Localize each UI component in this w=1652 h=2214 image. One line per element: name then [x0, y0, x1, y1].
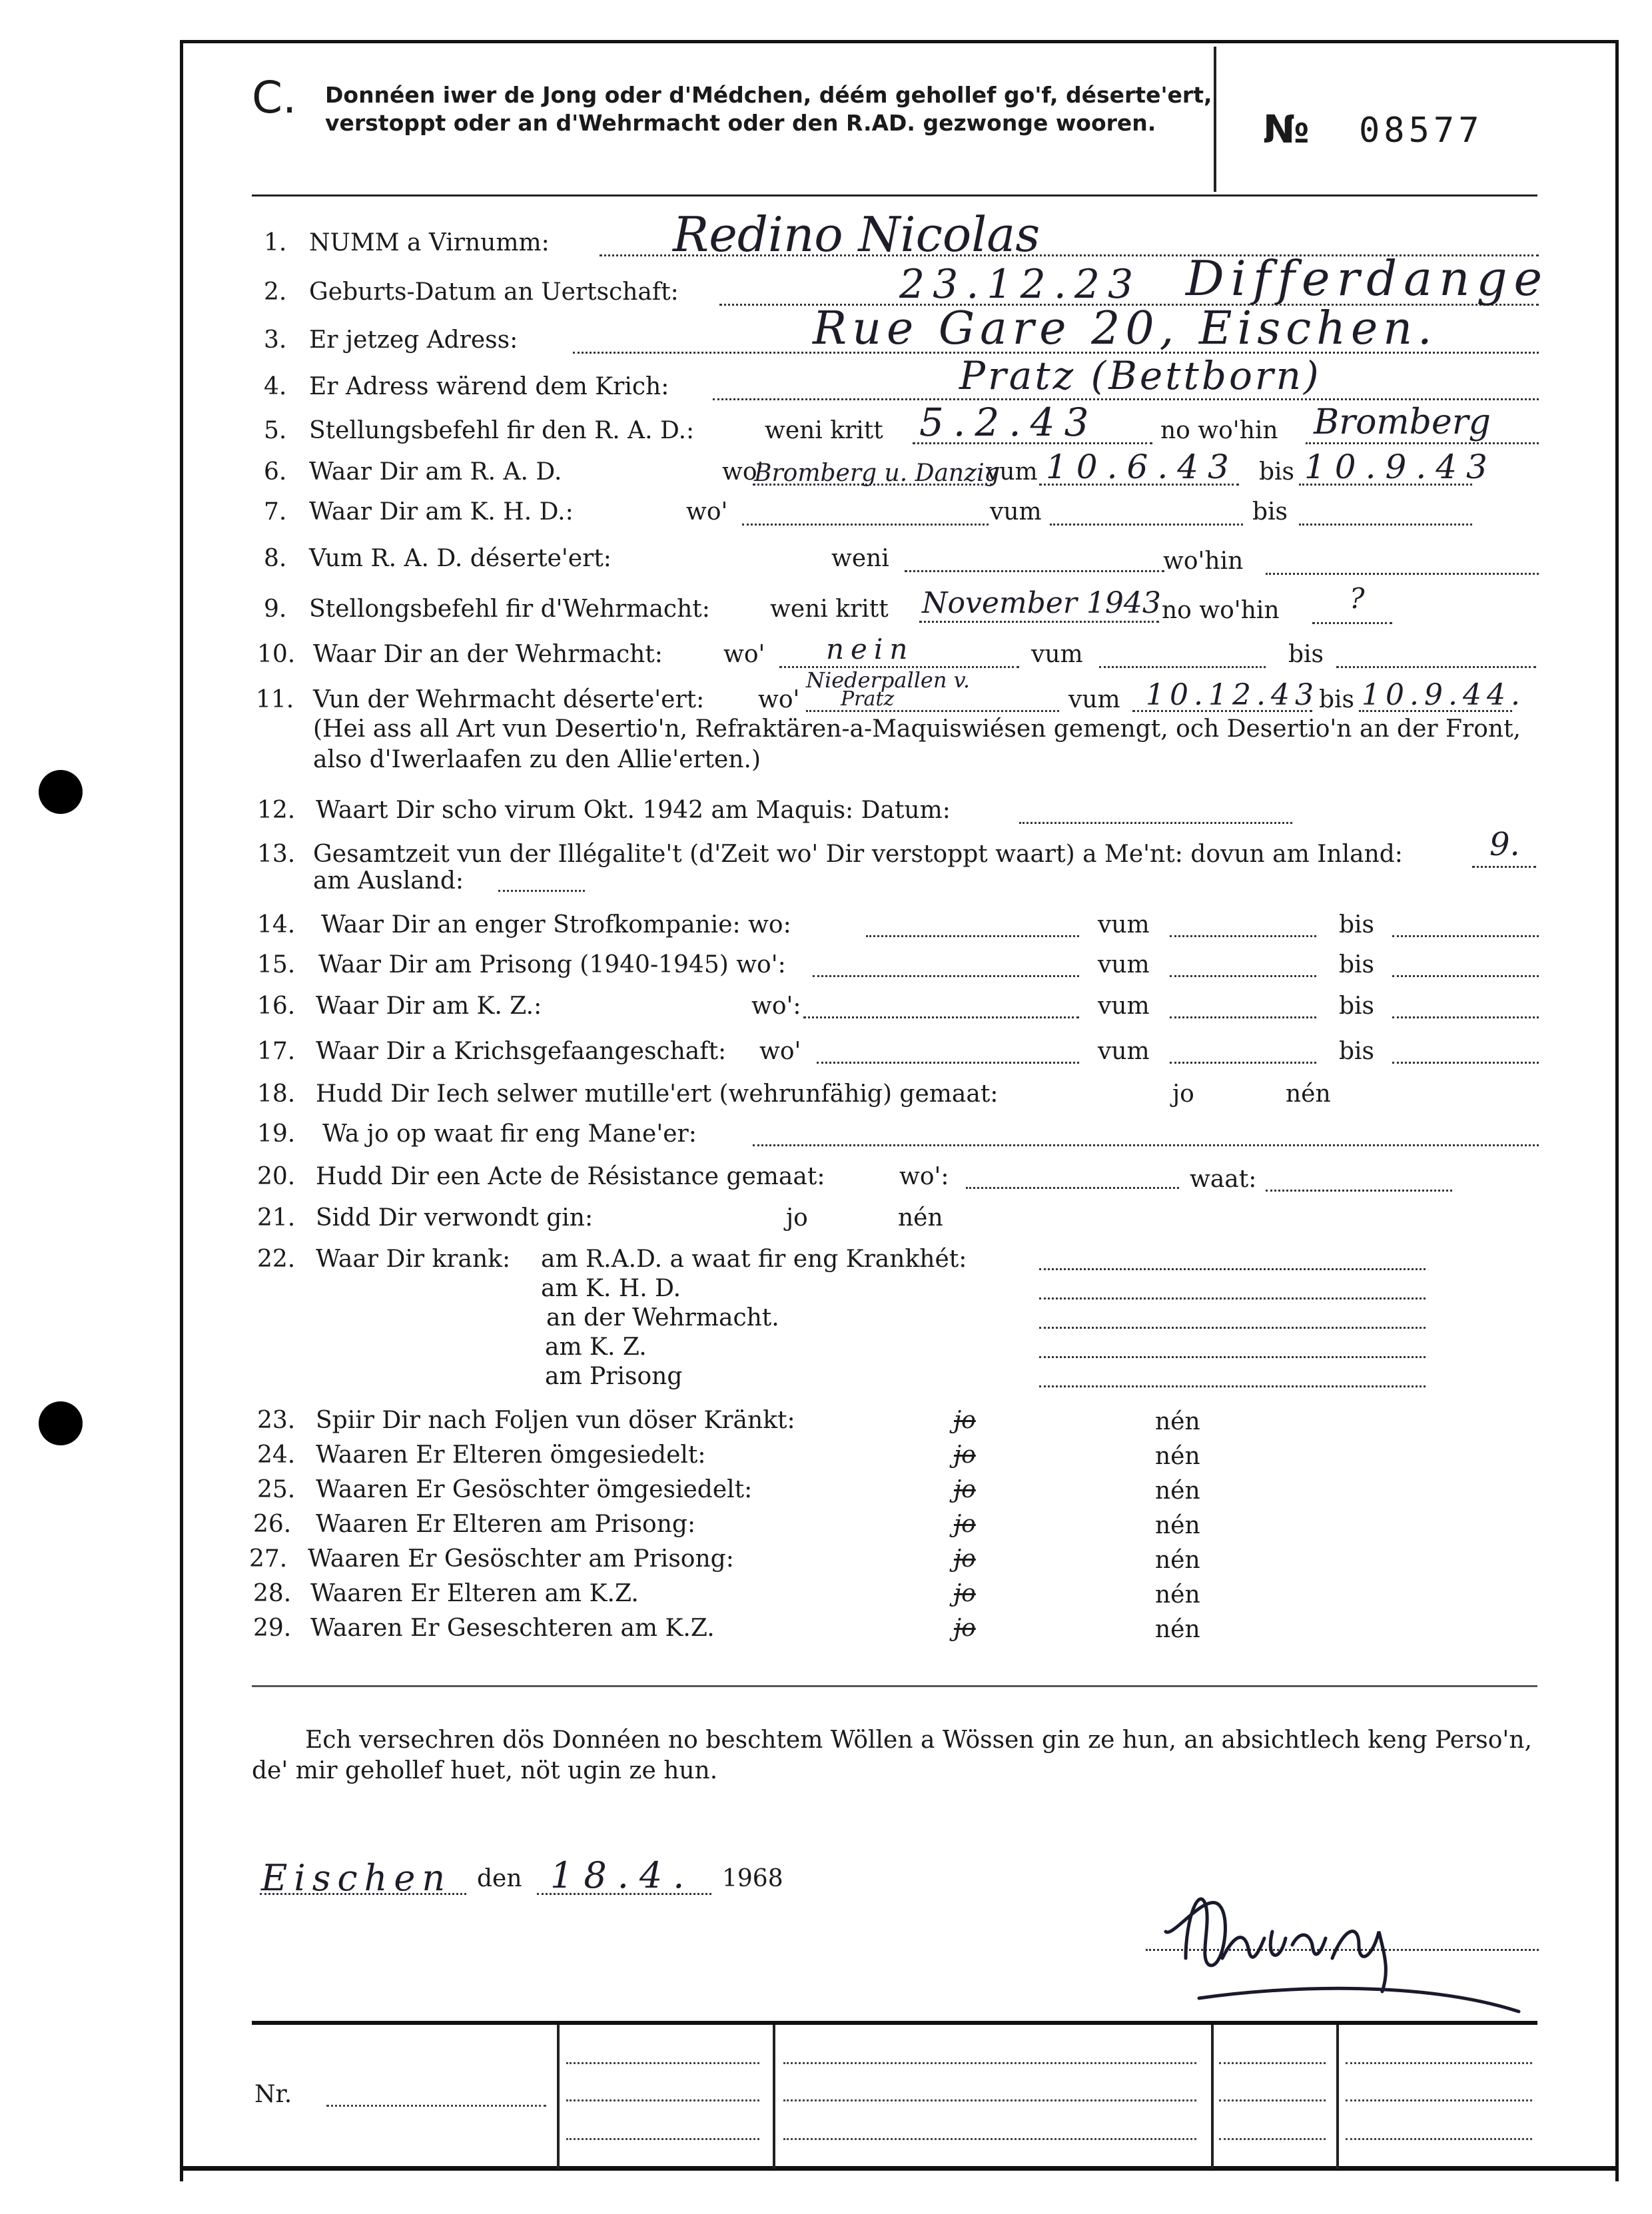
- row-14-line-a: [866, 935, 1079, 937]
- row-13-line-a: [1472, 866, 1536, 868]
- signature: [1159, 1858, 1559, 2025]
- footer-c4-l1: [1346, 2062, 1532, 2064]
- row-13-line-b: [498, 890, 585, 892]
- row-10-num: 10.: [257, 641, 296, 668]
- row-24-num: 24.: [257, 1441, 296, 1469]
- row-13-num: 13.: [257, 841, 296, 868]
- number-symbol: №: [1263, 107, 1310, 152]
- row-27-jo[interactable]: jo: [954, 1545, 976, 1573]
- row-9-place-value[interactable]: ?: [1350, 582, 1365, 615]
- row-15-num: 15.: [257, 951, 296, 978]
- footer-c1-l1: [566, 2062, 759, 2064]
- row-2-num: 2.: [264, 278, 287, 306]
- row-18-label: Hudd Dir Iech selwer mutille'ert (wehrunfähig) gemaat:: [316, 1080, 999, 1108]
- row-17-wo: wo': [759, 1038, 801, 1065]
- row-21-jo[interactable]: jo: [786, 1204, 808, 1232]
- row-5-nowohin: no wo'hin: [1160, 417, 1278, 444]
- row-28-num: 28.: [253, 1580, 292, 1607]
- row-8-wohin: wo'hin: [1163, 548, 1244, 575]
- row-9-weni: weni kritt: [770, 595, 889, 623]
- footer-c1-l2: [566, 2099, 759, 2101]
- row-17-vum: vum: [1098, 1038, 1150, 1065]
- row-22-sub-2: an der Wehrmacht.: [546, 1304, 779, 1331]
- row-28-nen[interactable]: nén: [1155, 1581, 1200, 1609]
- row-14-num: 14.: [257, 911, 296, 938]
- footer-divider-4: [1336, 2025, 1339, 2169]
- signature-date[interactable]: 18.4.: [550, 1854, 695, 1896]
- row-12-label: Waart Dir scho virum Okt. 1942 am Maquis: Datum:: [316, 797, 951, 824]
- row-20-line-b: [1266, 1190, 1452, 1192]
- row-14-label: Waar Dir an enger Strofkompanie: wo:: [321, 911, 791, 938]
- row-20-wo: wo':: [899, 1163, 949, 1190]
- row-6-place-value[interactable]: Bromberg u. Danzig: [754, 460, 1000, 487]
- row-7-label: Waar Dir am K. H. D.:: [309, 498, 574, 526]
- row-2-label: Geburts-Datum an Uertschaft:: [309, 278, 679, 306]
- row-22-line-2: [1039, 1327, 1426, 1329]
- row-28-jo[interactable]: jo: [954, 1580, 976, 1607]
- footer-c4-l2: [1346, 2099, 1532, 2101]
- footer-c3-l1: [1219, 2062, 1326, 2064]
- punch-hole-top: [39, 770, 83, 814]
- row-9-nowohin: no wo'hin: [1162, 597, 1280, 624]
- row-11-vum: vum: [1068, 686, 1120, 713]
- row-14-vum: vum: [1098, 911, 1150, 938]
- footer-nr-line: [326, 2105, 546, 2107]
- row-25-jo[interactable]: jo: [954, 1476, 976, 1503]
- row-11-note: (Hei ass all Art vun Desertio'n, Refraktären-a-Maquiswiésen gemengt, och Desertio'n an der Front, also d'Iwerlaafen zu den Allie'erten.): [313, 715, 1521, 773]
- row-21-nen[interactable]: nén: [898, 1204, 943, 1232]
- place-line: [260, 1893, 466, 1895]
- signature-place[interactable]: Eischen: [261, 1857, 452, 1899]
- row-10-label: Waar Dir an der Wehrmacht:: [313, 641, 663, 668]
- row-16-label: Waar Dir am K. Z.:: [316, 992, 542, 1020]
- row-22-sub-3: am K. Z.: [545, 1333, 647, 1361]
- row-13-ausland-label: am Ausland:: [313, 867, 464, 895]
- row-22-sub-1: am K. H. D.: [541, 1275, 681, 1302]
- row-11-place-top-value[interactable]: Niederpallen v.: [806, 667, 971, 693]
- row-24-jo[interactable]: jo: [954, 1441, 976, 1469]
- row-15-label: Waar Dir am Prisong (1940-1945) wo':: [318, 951, 786, 978]
- row-10-line-c: [1336, 666, 1536, 668]
- row-11-from-value[interactable]: 10.12.43: [1146, 678, 1319, 712]
- row-18-nen[interactable]: nén: [1286, 1080, 1331, 1108]
- row-25-label: Waaren Er Gesöschter ömgesiedelt:: [316, 1476, 753, 1503]
- row-25-num: 25.: [257, 1476, 296, 1503]
- section-letter: C.: [252, 72, 297, 123]
- row-16-line-c: [1392, 1016, 1539, 1018]
- row-8-line-b: [1266, 573, 1539, 575]
- row-28-label: Waaren Er Elteren am K.Z.: [310, 1580, 639, 1607]
- row-17-line-a: [817, 1062, 1079, 1064]
- row-5-line-b: [1306, 442, 1539, 444]
- section-title: Donnéen iwer de Jong oder d'Médchen, déém gehollef go'f, désertе'ert, verstoppt oder an d'Wehrmacht oder den R.AD. gezwonge wooren.: [325, 82, 1212, 136]
- row-6-from-value[interactable]: 10.6.43: [1046, 448, 1238, 486]
- row-14-bis: bis: [1339, 911, 1375, 938]
- row-10-vum: vum: [1031, 641, 1083, 668]
- row-11-to-value[interactable]: 10.9.44.: [1362, 678, 1525, 712]
- row-1-label: NUMM a Virnumm:: [309, 229, 550, 256]
- row-15-line-a: [813, 975, 1079, 977]
- row-17-line-b: [1170, 1062, 1316, 1064]
- footer-top-rule: [252, 2021, 1537, 2025]
- row-26-num: 26.: [253, 1511, 292, 1538]
- row-8-num: 8.: [264, 545, 287, 572]
- row-14-line-b: [1170, 935, 1316, 937]
- footer-c3-l2: [1219, 2099, 1326, 2101]
- row-29-jo[interactable]: jo: [954, 1615, 976, 1642]
- footer-c2-l2: [783, 2099, 1196, 2101]
- row-9-date-value[interactable]: November 1943: [922, 586, 1161, 620]
- row-22-label: Waar Dir krank:: [316, 1246, 511, 1273]
- row-16-line-a: [803, 1016, 1079, 1018]
- row-22-sub-4: am Prisong: [545, 1363, 683, 1390]
- row-16-wo: wo':: [751, 992, 801, 1020]
- row-10-wo: wo': [723, 641, 765, 668]
- row-4-label: Er Adress wärend dem Krich:: [309, 373, 669, 400]
- row-15-line-c: [1392, 975, 1539, 977]
- row-22-line-1: [1039, 1297, 1426, 1299]
- row-14-line-c: [1392, 935, 1539, 937]
- header-rule: [252, 194, 1537, 196]
- row-29-nen[interactable]: nén: [1155, 1616, 1200, 1643]
- year-printed: 1968: [722, 1865, 783, 1892]
- row-3-label: Er jetzeg Adress:: [309, 326, 518, 354]
- row-10-line-b: [1099, 666, 1266, 668]
- row-24-nen[interactable]: nén: [1155, 1443, 1200, 1470]
- row-3-address-value[interactable]: Rue Gare 20, Eischen.: [813, 302, 1438, 355]
- declaration-text: Ech versechren dös Donnéen no beschtem Wöllen a Wössen gin ze hun, an absichtlech keng Perso'n, de' mir gehollef huet, nöt ugin ze hun.: [252, 1726, 1532, 1784]
- row-1-name-value[interactable]: Redino Nicolas: [673, 206, 1040, 262]
- row-20-label: Hudd Dir een Acte de Résistance gemaat:: [316, 1163, 825, 1190]
- row-12-num: 12.: [257, 797, 296, 824]
- row-4-war-address-value[interactable]: Pratz (Bettborn): [959, 353, 1322, 398]
- den-label: den: [477, 1865, 522, 1892]
- row-10-value[interactable]: nein: [826, 633, 915, 665]
- row-5-label: Stellungsbefehl fir den R. A. D.:: [309, 417, 695, 444]
- row-6-num: 6.: [264, 458, 287, 486]
- row-7-bis: bis: [1252, 498, 1288, 526]
- footer-divider-2: [773, 2025, 775, 2169]
- row-6-wo: wo': [722, 458, 764, 486]
- row-2-date-value[interactable]: 23.12.23: [899, 261, 1142, 308]
- row-22-num: 22.: [257, 1246, 296, 1273]
- row-27-num: 27.: [249, 1545, 288, 1573]
- row-6-label: Waar Dir am R. A. D.: [309, 458, 562, 486]
- row-4-num: 4.: [264, 373, 287, 400]
- row-20-line-a: [966, 1187, 1179, 1189]
- row-6-to-value[interactable]: 10.9.43: [1304, 448, 1497, 486]
- row-16-bis: bis: [1339, 992, 1375, 1020]
- row-11-wo: wo': [758, 686, 800, 713]
- row-11-label: Vun der Wehrmacht déserte'ert:: [313, 686, 705, 713]
- row-7-line-a: [742, 524, 989, 526]
- row-22-line-3: [1039, 1356, 1426, 1358]
- row-29-num: 29.: [253, 1615, 292, 1642]
- row-7-line-b: [1050, 524, 1243, 526]
- row-29-label: Waaren Er Geseschteren am K.Z.: [310, 1615, 715, 1642]
- row-12-line: [1019, 822, 1292, 824]
- row-15-vum: vum: [1098, 951, 1150, 978]
- row-27-nen[interactable]: nén: [1155, 1547, 1200, 1574]
- footer-c2-l3: [783, 2138, 1196, 2140]
- row-4-line: [713, 398, 1539, 400]
- row-20-waat: waat:: [1190, 1166, 1257, 1193]
- row-22-line-0: [1039, 1268, 1426, 1270]
- row-9-num: 9.: [264, 595, 287, 623]
- row-19-line: [753, 1144, 1539, 1146]
- row-26-nen[interactable]: nén: [1155, 1512, 1200, 1539]
- row-17-bis: bis: [1339, 1038, 1375, 1065]
- row-9-line-b: [1312, 622, 1392, 624]
- row-8-label: Vum R. A. D. déserte'ert:: [309, 545, 612, 572]
- footer-c2-l1: [783, 2062, 1196, 2064]
- row-7-vum: vum: [990, 498, 1042, 526]
- footer-nr-label: Nr.: [254, 2081, 292, 2108]
- row-9-label: Stellongsbefehl fir d'Wehrmacht:: [309, 595, 710, 623]
- row-17-line-c: [1392, 1062, 1539, 1064]
- row-22-sub-0: am R.A.D. a waat fir eng Krankhét:: [541, 1246, 967, 1273]
- row-16-vum: vum: [1098, 992, 1150, 1020]
- row-16-line-b: [1170, 1016, 1316, 1018]
- form-number: 08577: [1359, 111, 1483, 151]
- signature-drawing: [1159, 1858, 1559, 2025]
- row-18-jo[interactable]: jo: [1172, 1080, 1194, 1108]
- row-15-bis: bis: [1339, 951, 1375, 978]
- row-13-inland-value[interactable]: 9.: [1489, 826, 1520, 863]
- row-3-num: 3.: [264, 326, 287, 354]
- footer-c1-l3: [566, 2138, 759, 2140]
- punch-hole-bottom: [39, 1401, 83, 1445]
- row-23-label: Spiir Dir nach Foljen vun döser Kränkt:: [316, 1407, 795, 1434]
- row-13-label: Gesamtzeit vun der Illégalite't (d'Zeit wo' Dir verstoppt waart) a Me'nt: dovun am Inland:: [313, 841, 1403, 868]
- row-19-num: 19.: [257, 1120, 296, 1148]
- row-8-line-a: [905, 570, 1164, 572]
- row-8-weni: weni: [831, 545, 889, 572]
- row-27-label: Waaren Er Gesöschter am Prisong:: [308, 1545, 734, 1573]
- row-7-wo: wo': [686, 498, 728, 526]
- form-bottom-rule: [180, 2166, 1619, 2171]
- row-5-place-value[interactable]: Bromberg: [1314, 402, 1491, 442]
- row-11-place-value[interactable]: Pratz: [841, 687, 895, 711]
- footer-divider-1: [557, 2025, 560, 2169]
- footer-c3-l3: [1219, 2138, 1326, 2140]
- row-19-label: Wa jo op waat fir eng Mane'er:: [322, 1120, 697, 1148]
- row-9-line-a: [919, 621, 1159, 623]
- row-7-num: 7.: [264, 498, 287, 526]
- row-11-num: 11.: [256, 686, 294, 713]
- row-15-line-b: [1170, 975, 1316, 977]
- row-23-jo[interactable]: jo: [954, 1407, 976, 1434]
- row-5-num: 5.: [264, 417, 287, 444]
- row-18-num: 18.: [257, 1080, 296, 1108]
- row-22-line-4: [1039, 1385, 1426, 1387]
- row-23-num: 23.: [257, 1407, 296, 1434]
- row-6-bis: bis: [1259, 458, 1295, 486]
- row-17-num: 17.: [257, 1038, 296, 1065]
- footer-divider-3: [1211, 2025, 1214, 2169]
- row-26-jo[interactable]: jo: [954, 1511, 976, 1538]
- row-2-place-value[interactable]: Differdange: [1186, 250, 1549, 306]
- row-5-date-value[interactable]: 5.2.43: [919, 400, 1098, 445]
- row-11-bis: bis: [1319, 686, 1355, 713]
- row-25-nen[interactable]: nén: [1155, 1477, 1200, 1505]
- header-divider: [1214, 47, 1216, 192]
- row-7-line-c: [1299, 524, 1472, 526]
- declaration-rule: [252, 1685, 1537, 1687]
- row-1-num: 1.: [264, 229, 287, 256]
- row-16-num: 16.: [257, 992, 296, 1020]
- row-26-label: Waaren Er Elteren am Prisong:: [316, 1511, 696, 1538]
- row-20-num: 20.: [257, 1163, 296, 1190]
- row-24-label: Waaren Er Elteren ömgesiedelt:: [316, 1441, 706, 1469]
- row-17-label: Waar Dir a Krichsgefaangeschaft:: [316, 1038, 727, 1065]
- row-23-nen[interactable]: nén: [1155, 1408, 1200, 1435]
- row-21-num: 21.: [257, 1204, 296, 1232]
- row-5-weni: weni kritt: [765, 417, 883, 444]
- row-10-bis: bis: [1288, 641, 1324, 668]
- row-21-label: Sidd Dir verwondt gin:: [316, 1204, 594, 1232]
- row-6-vum: vum: [986, 458, 1038, 486]
- footer-c4-l3: [1346, 2138, 1532, 2140]
